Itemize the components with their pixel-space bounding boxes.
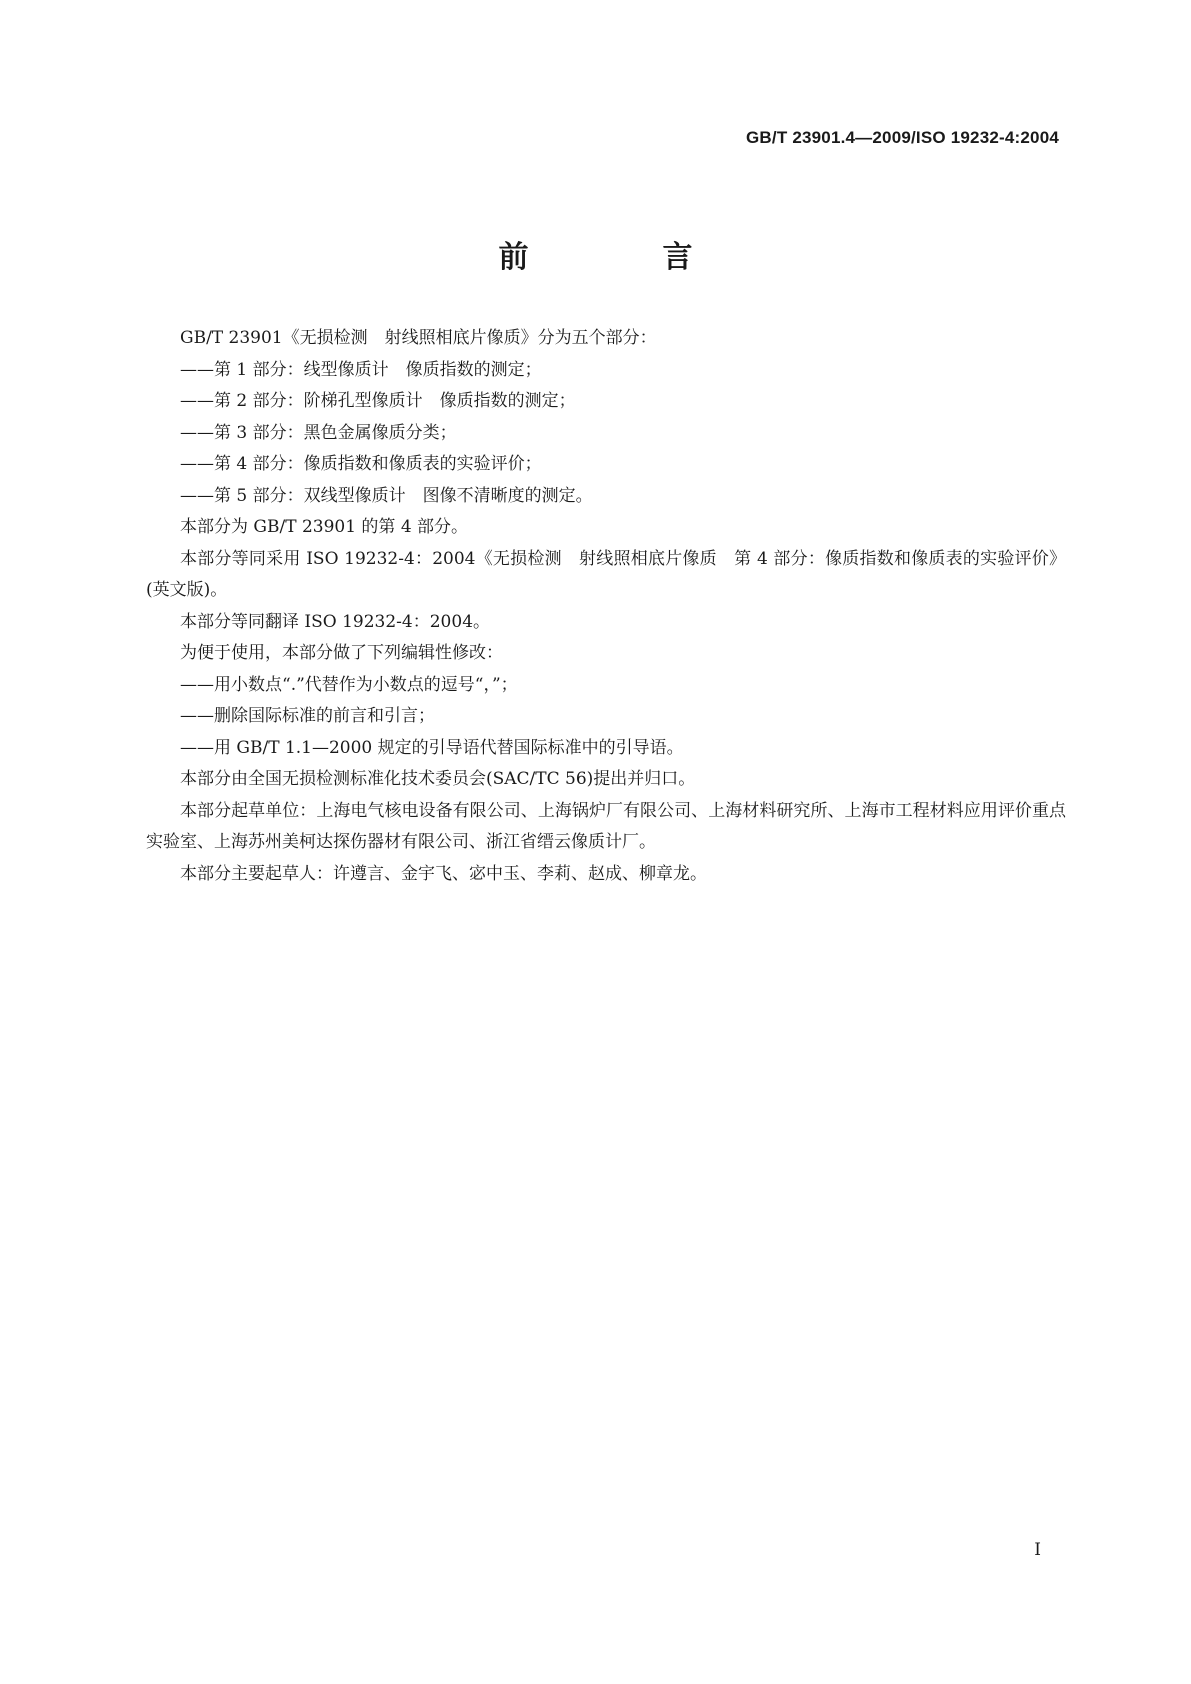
paragraph-drafters: 本部分主要起草人：许遵言、金宇飞、宓中玉、李莉、赵成、柳章龙。 [180,863,707,884]
paragraph-part-statement: 本部分为 GB/T 23901 的第 4 部分。 [180,517,469,537]
list-item-part-1: ——第 1 部分：线型像质计 像质指数的测定； [180,359,542,380]
paragraph-adoption: 本部分等同采用 ISO 19232-4：2004《无损检测 射线照相底片像质 第 4 部分：像质指数和像质表的实验评价》(英文版)。 [146,548,1066,600]
list-item-part-2: ——第 2 部分：阶梯孔型像质计 像质指数的测定； [180,391,576,411]
page-number: I [1034,1540,1041,1560]
standard-code: GB/T 23901.4—2009/ISO 19232-4:2004 [746,128,1059,147]
paragraph-intro: GB/T 23901《无损检测 射线照相底片像质》分为五个部分： [180,328,657,348]
list-item-part-4: ——第 4 部分：像质指数和像质表的实验评价； [180,454,542,474]
list-item-edit-3: ——用 GB/T 1.1—2000 规定的引导语代替国际标准中的引导语。 [180,737,684,758]
paragraph-proposer: 本部分由全国无损检测标准化技术委员会(SAC/TC 56)提出并归口。 [180,769,696,789]
list-item-part-3: ——第 3 部分：黑色金属像质分类； [180,422,457,443]
paragraph-translation: 本部分等同翻译 ISO 19232-4：2004。 [180,611,491,632]
page-title: 前 言 [498,240,745,275]
list-item-edit-1: ——用小数点“.”代替作为小数点的逗号“，”； [180,674,518,695]
list-item-part-5: ——第 5 部分：双线型像质计 图像不清晰度的测定。 [180,485,593,506]
list-item-edit-2: ——删除国际标准的前言和引言； [180,706,435,726]
paragraph-editorial-intro: 为便于使用，本部分做了下列编辑性修改： [180,643,503,663]
paragraph-drafting-units: 本部分起草单位：上海电气核电设备有限公司、上海锅炉厂有限公司、上海材料研究所、上海市工程材料应用评价重点实验室、上海苏州美柯达探伤器材有限公司、浙江省缙云像质计厂。 [146,800,1066,852]
foreword-body [146,323,1066,890]
